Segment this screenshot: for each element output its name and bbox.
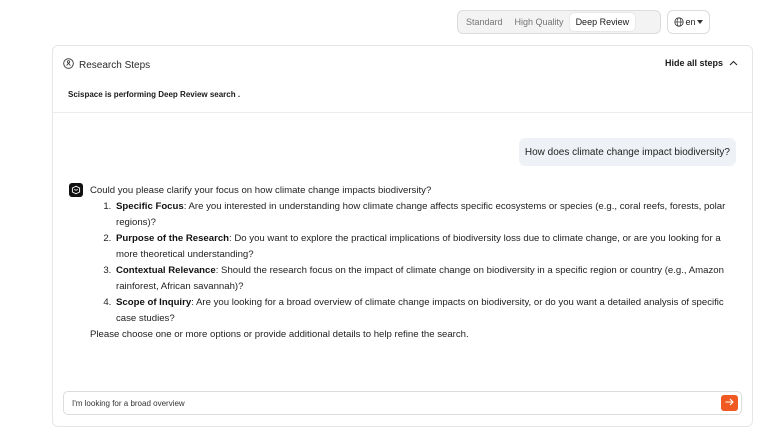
globe-icon	[674, 17, 684, 27]
research-steps-title: Research Steps	[79, 59, 151, 71]
list-item	[114, 295, 740, 327]
user-message-bubble	[519, 138, 736, 166]
language-label: en	[685, 17, 696, 27]
research-steps-header	[53, 46, 752, 113]
caret-down-icon	[697, 20, 703, 24]
list-item-text: : Are you interested in understanding how climate change affects specific ecosystems or species (e.g., coral reefs, forests, polar regions)?	[116, 201, 726, 228]
user-message-text: How does climate change impact biodiversity?	[524, 146, 730, 158]
mode-standard[interactable]: Standard	[466, 17, 503, 27]
send-button[interactable]	[721, 395, 738, 411]
list-item-heading: Contextual Relevance	[116, 265, 216, 276]
list-item	[114, 199, 740, 231]
assistant-avatar-icon	[69, 183, 83, 197]
assistant-intro: Could you please clarify your focus on how climate change impacts biodiversity?	[90, 185, 432, 196]
mode-high-quality[interactable]: High Quality	[514, 17, 564, 27]
list-item	[114, 231, 740, 263]
list-item	[114, 263, 740, 295]
message-composer	[63, 391, 742, 415]
arrow-right-icon	[725, 398, 734, 409]
chat-panel	[52, 45, 753, 427]
hide-all-steps-button[interactable]	[665, 58, 738, 68]
search-status-text: Scispace is performing Deep Review search .	[68, 90, 241, 99]
list-item-text: : Should the research focus on the impact of climate change on biodiversity in a specific region or country (e.g., Amazon rainforest, African savannah)?	[116, 265, 724, 292]
clarification-list	[90, 199, 740, 327]
hide-all-steps-label: Hide all steps	[664, 58, 723, 68]
list-item-heading: Specific Focus	[116, 201, 184, 212]
assistant-message	[90, 183, 740, 343]
chevron-up-icon	[729, 58, 738, 68]
list-item-text: : Are you looking for a broad overview of climate change impacts on biodiversity, or do you want a detailed analysis of specific case studies?	[116, 297, 724, 324]
message-input[interactable]	[72, 396, 702, 410]
list-item-text: : Do you want to explore the practical implications of biodiversity loss due to climate change, or are you looking for a more theoretical understanding?	[116, 233, 721, 260]
list-item-heading: Scope of Inquiry	[116, 297, 192, 308]
research-steps-title-row	[63, 58, 150, 72]
research-steps-icon	[63, 58, 74, 72]
mode-deep-review[interactable]: Deep Review	[570, 13, 636, 31]
list-item-heading: Purpose of the Research	[116, 233, 230, 244]
assistant-outro: Please choose one or more options or provide additional details to help refine the search.	[90, 329, 469, 340]
language-selector[interactable]	[667, 10, 710, 34]
search-mode-selector[interactable]	[457, 10, 661, 34]
